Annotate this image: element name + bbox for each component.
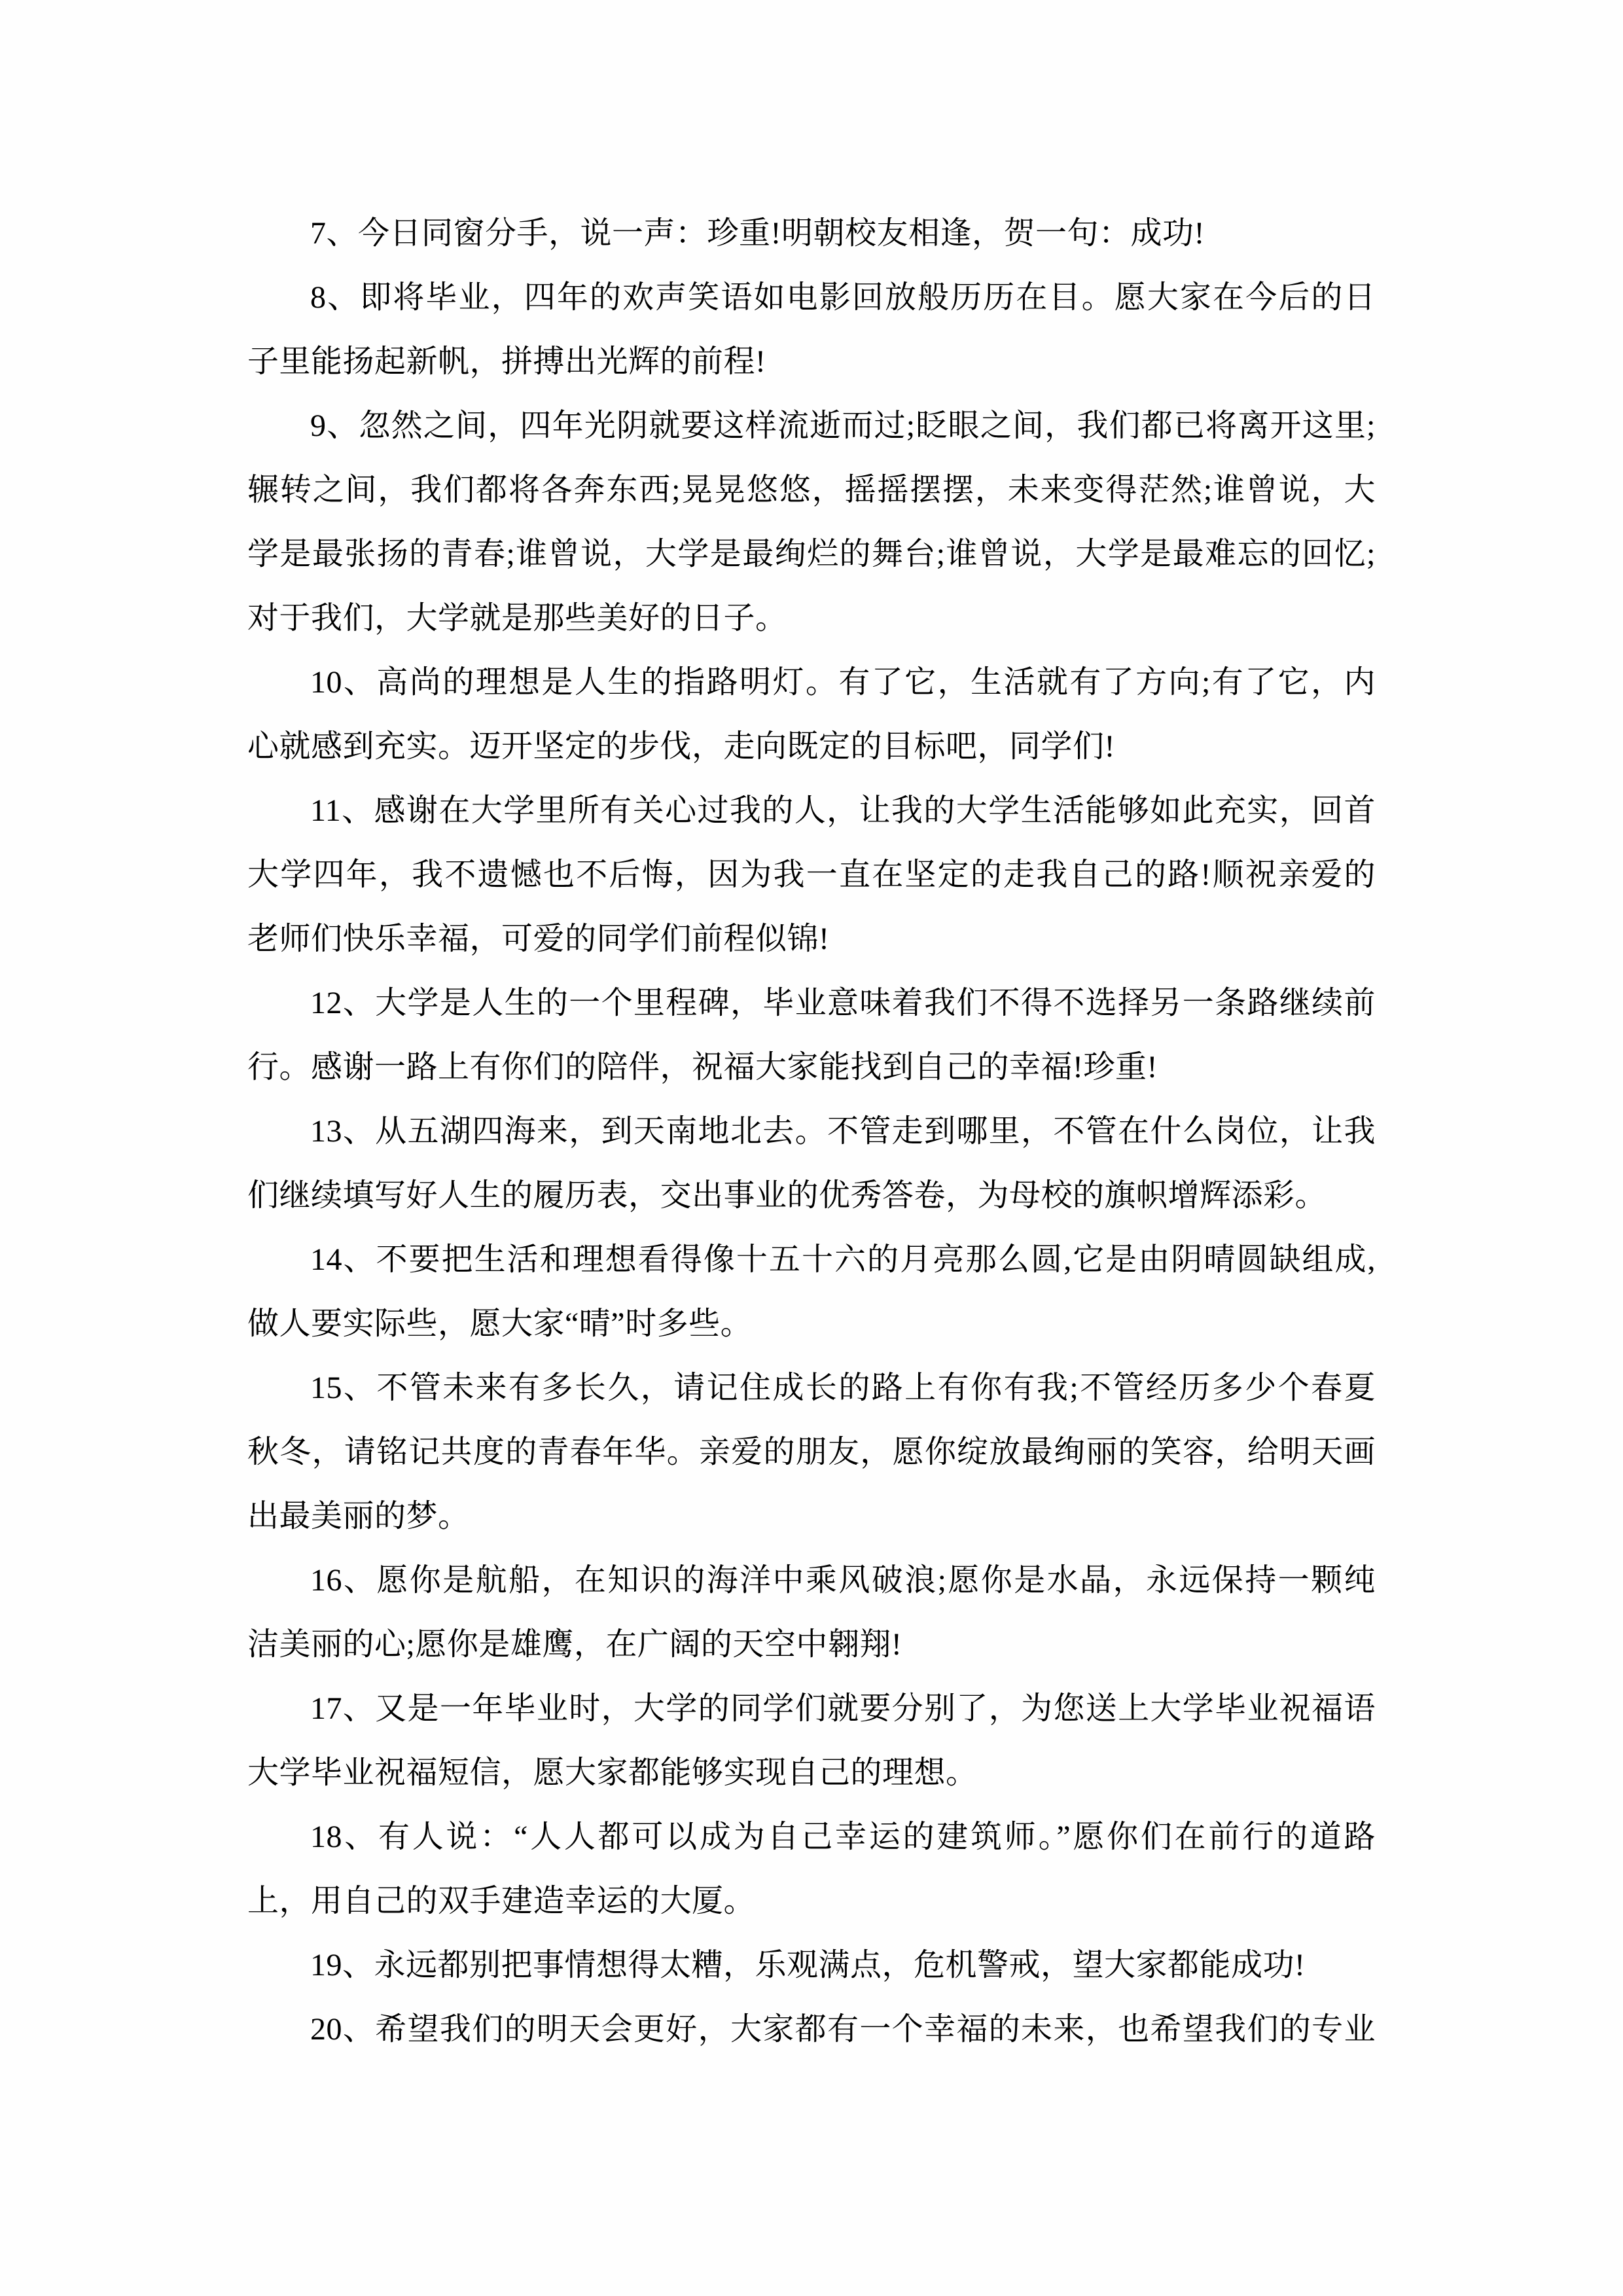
text-line-1: 8、即将毕业，四年的欢声笑语如电影回放般历历在目。愿大家在今后的日 [310,280,1376,315]
text-line-13: 行。感谢一路上有你们的陪伴，祝福大家能找到自己的幸福!珍重! [247,1050,1158,1085]
text-line-8: 心就感到充实。迈开坚定的步伐，走向既定的目标吧，同学们! [247,729,1115,764]
text-line-25: 18、有人说：“人人都可以成为自己幸运的建筑师。”愿你们在前行的道路 [310,1820,1376,1854]
text-line-6: 对于我们，大学就是那些美好的日子。 [247,601,787,636]
text-line-4: 辗转之间，我们都将各奔东西;晃晃悠悠，摇摇摆摆，未来变得茫然;谁曾说，大 [247,473,1376,507]
text-line-7: 10、高尚的理想是人生的指路明灯。有了它，生活就有了方向;有了它，内 [310,665,1376,700]
text-line-18: 15、不管未来有多长久，请记住成长的路上有你有我;不管经历多少个春夏 [310,1371,1376,1405]
text-line-28: 20、希望我们的明天会更好，大家都有一个幸福的未来，也希望我们的专业 [310,2012,1376,2047]
text-line-24: 大学毕业祝福短信，愿大家都能够实现自己的理想。 [247,1755,978,1790]
text-line-9: 11、感谢在大学里所有关心过我的人，让我的大学生活能够如此充实，回首 [310,793,1376,828]
text-line-15: 们继续填写好人生的履历表，交出事业的优秀答卷，为母校的旗帜增辉添彩。 [247,1178,1327,1213]
text-line-22: 洁美丽的心;愿你是雄鹰，在广阔的天空中翱翔! [247,1627,902,1662]
text-line-23: 17、又是一年毕业时，大学的同学们就要分别了，为您送上大学毕业祝福语 [310,1691,1376,1726]
text-line-5: 学是最张扬的青春;谁曾说，大学是最绚烂的舞台;谁曾说，大学是最难忘的回忆; [247,537,1376,571]
text-line-27: 19、永远都别把事情想得太糟，乐观满点，危机警戒，望大家都能成功! [310,1948,1306,1982]
text-line-2: 子里能扬起新帆，拼搏出光辉的前程! [247,344,766,379]
text-line-10: 大学四年，我不遗憾也不后悔，因为我一直在坚定的走我自己的路!顺祝亲爱的 [247,857,1376,892]
text-line-3: 9、忽然之间，四年光阴就要这样流逝而过;眨眼之间，我们都已将离开这里; [310,408,1376,443]
text-line-11: 老师们快乐幸福，可爱的同学们前程似锦! [247,922,830,956]
text-line-20: 出最美丽的梦。 [247,1499,470,1534]
text-line-12: 12、大学是人生的一个里程碑，毕业意味着我们不得不选择另一条路继续前 [310,986,1376,1020]
text-block [247,202,1376,2062]
text-line-17: 做人要实际些，愿大家“晴”时多些。 [247,1306,753,1341]
text-line-19: 秋冬，请铭记共度的青春年华。亲爱的朋友，愿你绽放最绚丽的笑容，给明天画 [247,1435,1376,1469]
text-line-16: 14、不要把生活和理想看得像十五十六的月亮那么圆,它是由阴晴圆缺组成, [310,1242,1376,1277]
text-line-26: 上，用自己的双手建造幸运的大厦。 [247,1884,756,1918]
text-line-21: 16、愿你是航船，在知识的海洋中乘风破浪;愿你是水晶，永远保持一颗纯 [310,1563,1376,1598]
text-line-0: 7、今日同窗分手，说一声：珍重!明朝校友相逢，贺一句：成功! [310,216,1205,251]
text-line-14: 13、从五湖四海来，到天南地北去。不管走到哪里，不管在什么岗位，让我 [310,1114,1376,1149]
